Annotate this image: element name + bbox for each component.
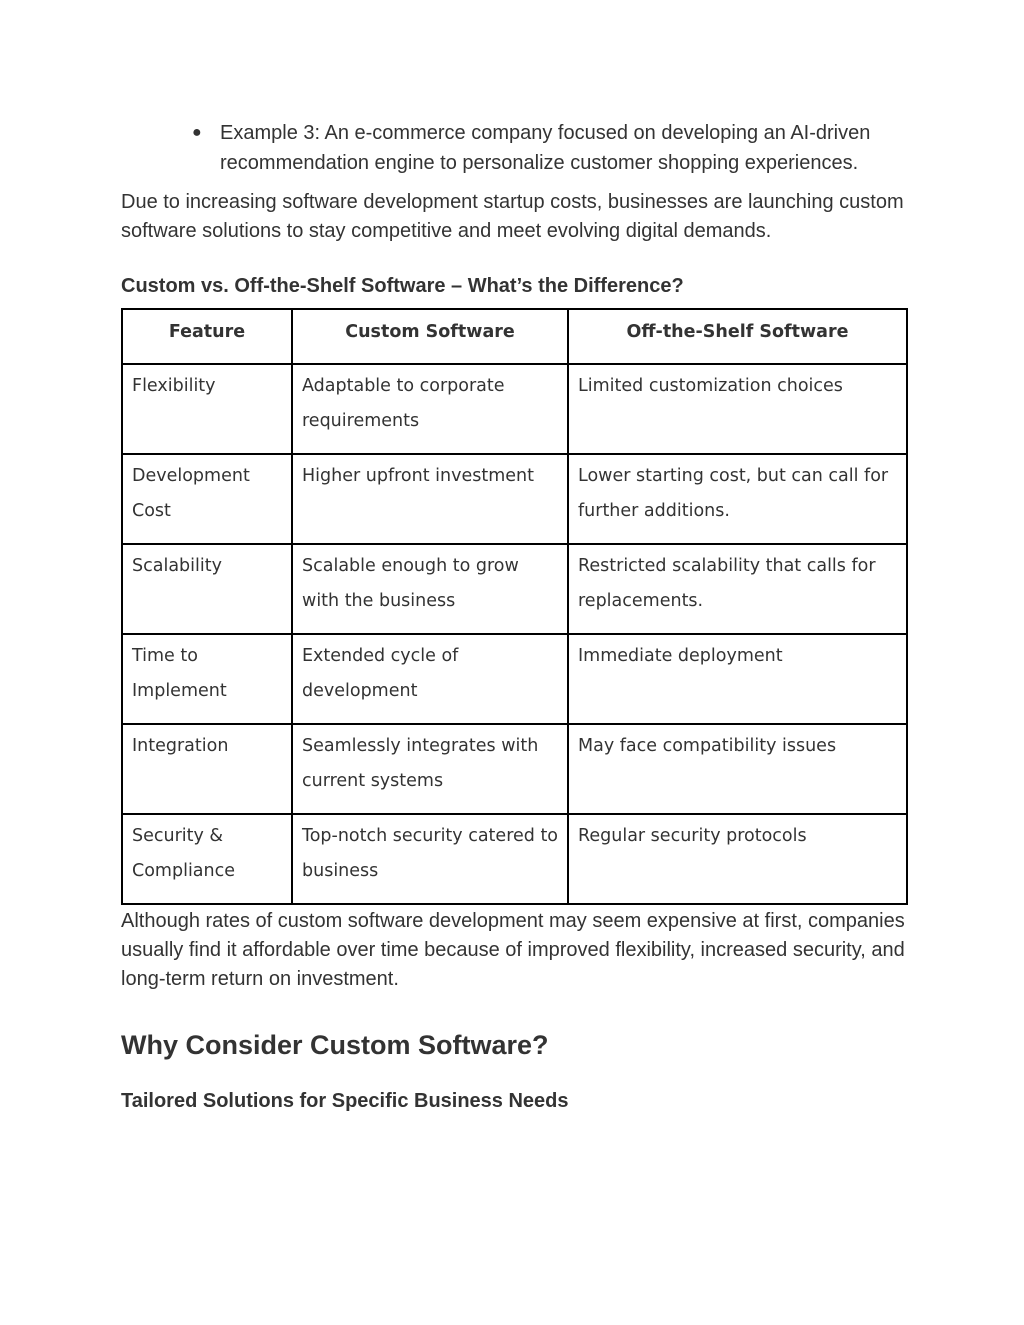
table-row xyxy=(122,364,907,454)
table-cell-off-the-shelf: Restricted scalability that calls for replacements. xyxy=(568,544,907,634)
table-cell-custom: Higher upfront investment xyxy=(292,454,568,544)
table-header-row xyxy=(122,309,907,364)
table-cell-custom: Seamlessly integrates with current systems xyxy=(292,724,568,814)
subsection-heading: Tailored Solutions for Specific Business Needs xyxy=(121,1090,569,1112)
table-cell-feature: Integration xyxy=(122,724,292,814)
list-item xyxy=(121,118,906,178)
table-cell-off-the-shelf: Regular security protocols xyxy=(568,814,907,904)
column-header-off-the-shelf-software: Off-the-Shelf Software xyxy=(568,309,907,364)
intro-paragraph: Due to increasing software development startup costs, businesses are launching custom software solutions to stay competitive and meet evolving digital demands. xyxy=(121,191,904,242)
table-row xyxy=(122,724,907,814)
closing-paragraph: Although rates of custom software development may seem expensive at first, companies usually find it affordable over time because of improved flexibility, increased security, and long-term return on investment. xyxy=(121,910,905,990)
table-cell-custom: Adaptable to corporate requirements xyxy=(292,364,568,454)
bullet-list xyxy=(121,118,906,178)
table-cell-feature: Security & Compliance xyxy=(122,814,292,904)
document-page xyxy=(121,118,906,1115)
table-row xyxy=(122,454,907,544)
table-cell-custom: Extended cycle of development xyxy=(292,634,568,724)
table-row xyxy=(122,634,907,724)
table-cell-feature: Development Cost xyxy=(122,454,292,544)
table-cell-feature: Flexibility xyxy=(122,364,292,454)
column-header-custom-software: Custom Software xyxy=(292,309,568,364)
bullet-text: Example 3: An e-commerce company focused on developing an AI-driven recommendation engine to personalize customer shopping experiences. xyxy=(220,122,871,174)
table-cell-feature: Time to Implement xyxy=(122,634,292,724)
section-heading: Why Consider Custom Software? xyxy=(121,1030,549,1060)
table-heading: Custom vs. Off-the-Shelf Software – What’s the Difference? xyxy=(121,275,684,297)
table-cell-custom: Top-notch security catered to business xyxy=(292,814,568,904)
table-row xyxy=(122,544,907,634)
table-cell-feature: Scalability xyxy=(122,544,292,634)
comparison-table xyxy=(121,308,908,905)
table-cell-off-the-shelf: Lower starting cost, but can call for further additions. xyxy=(568,454,907,544)
bullet-icon: ● xyxy=(192,124,202,141)
table-cell-off-the-shelf: Immediate deployment xyxy=(568,634,907,724)
table-cell-off-the-shelf: Limited customization choices xyxy=(568,364,907,454)
table-cell-custom: Scalable enough to grow with the business xyxy=(292,544,568,634)
table-cell-off-the-shelf: May face compatibility issues xyxy=(568,724,907,814)
column-header-feature: Feature xyxy=(122,309,292,364)
table-row xyxy=(122,814,907,904)
